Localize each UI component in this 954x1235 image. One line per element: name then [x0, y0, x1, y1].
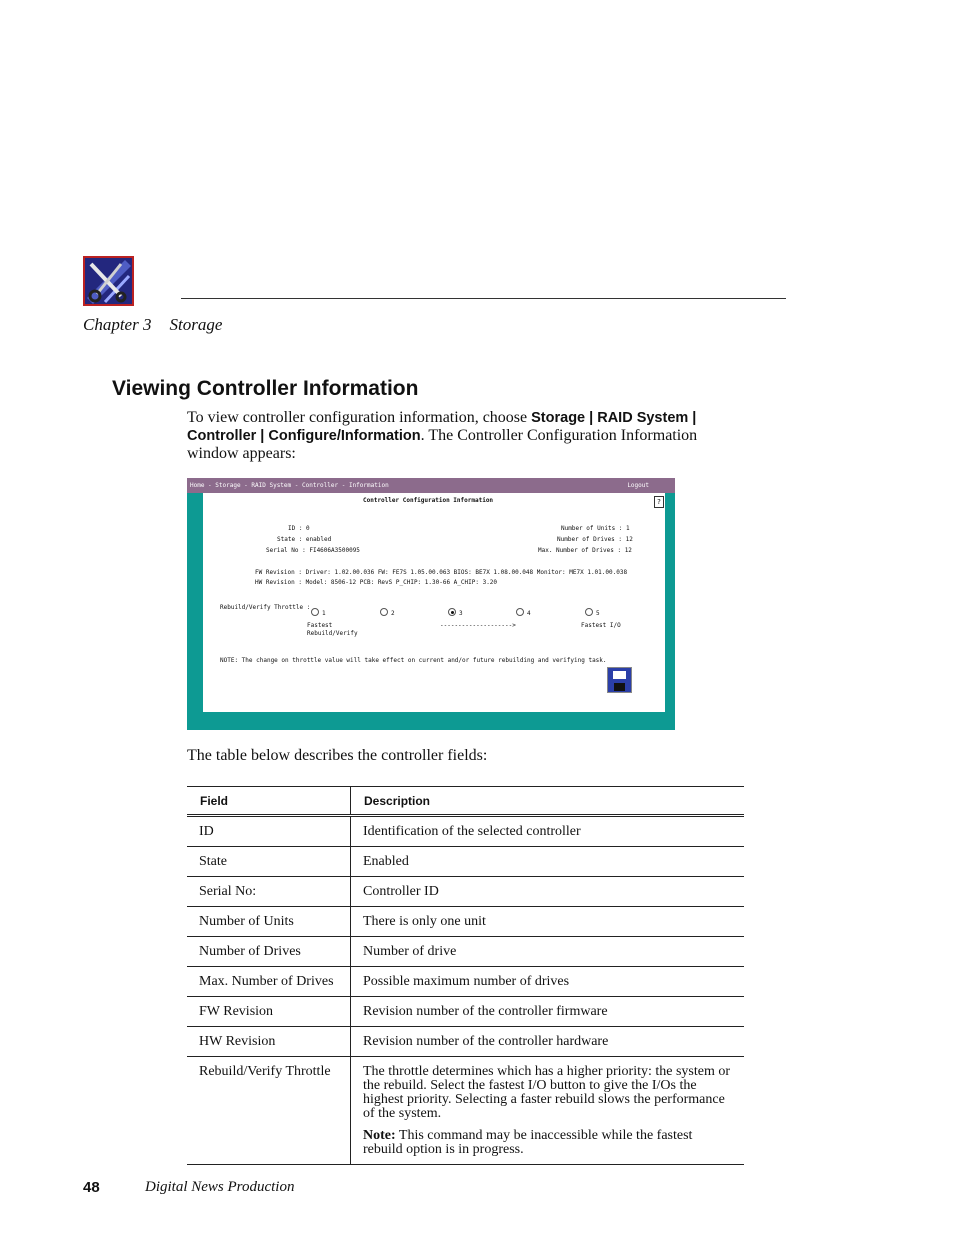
table-row: FW Revision Revision number of the controller firmware — [187, 997, 744, 1027]
state-value: State : enabled — [277, 536, 332, 543]
throttle-radio-5[interactable] — [585, 608, 593, 616]
throttle-radio-2[interactable] — [380, 608, 388, 616]
chapter-label: Chapter 3 — [83, 315, 152, 334]
column-header-field: Field — [187, 787, 351, 816]
controller-fields-table — [187, 786, 744, 1165]
throttle-radio-4[interactable] — [516, 608, 524, 616]
throttle-arrow: --------------------> — [440, 622, 516, 629]
controller-info-screenshot — [187, 478, 675, 730]
fastest-io-label: Fastest I/O — [581, 622, 621, 629]
drives-value: Number of Drives : 12 — [557, 536, 633, 543]
help-icon[interactable]: ? — [654, 496, 664, 508]
menu-path: Storage | RAID System | Controller | Configure/Information — [187, 410, 697, 444]
throttle-label: Rebuild/Verify Throttle : — [220, 604, 311, 611]
throttle-note-text: Note: This command may be inaccessible while the fastest rebuild option is in progress. — [363, 1128, 693, 1157]
table-row: ID Identification of the selected controller — [187, 816, 744, 847]
intro-paragraph: To view controller configuration information, choose Storage | RAID System | Controller | Configure/Information. The Controller Configuration Information window appears: — [187, 409, 698, 462]
throttle-radio-1[interactable] — [311, 608, 319, 616]
header-rule — [181, 298, 786, 299]
screenshot-panel: Controller Configuration Information ? ID : 0 State : enabled Serial No : FI4606A3500095 Number of Units : 1 Number of Drives : 12 Max. Number of Drives : 12 FW Revision : Driver: 1.02.00.036 FW: FE7S 1.05.00.063 BIOS: BE7X 1.08.00.048 Monitor: ME7X 1.01.00.038 HW Revision : Model: 8506-12 PCB: RevS P_CHIP: 1.30-66 A_CHIP: 3.20 Rebuild/Verify Throttle : 1 2 3 4 5 Fastest Rebuild/Verify --------------------> Fastest I/O NOTE: The change on throttle value will take effect on current and/or future rebuilding and verifying task. — [203, 493, 665, 712]
breadcrumb[interactable]: Home - Storage - RAID System - Controller - Information — [190, 482, 389, 489]
id-value: ID : 0 — [288, 525, 310, 532]
table-row: Number of Drives Number of drive — [187, 937, 744, 967]
table-row-throttle: Rebuild/Verify Throttle The throttle determines which has a higher priority: the system or the rebuild. Select the fastest I/O button to give the I/Os the highest priority. Selecting a faster rebuild slows the performance of the system. Note: This command may be inaccessible while the fastest rebuild option is in progress. — [187, 1057, 744, 1165]
product-logo — [83, 256, 134, 306]
save-disk-icon[interactable] — [607, 667, 632, 693]
throttle-note: NOTE: The change on throttle value will take effect on current and/or future rebuilding and verifying task. — [220, 657, 607, 664]
fastest-rebuild-label-1: Fastest — [307, 622, 333, 629]
section-label: Storage — [169, 315, 223, 334]
fw-revision-value: FW Revision : Driver: 1.02.00.036 FW: FE7S 1.05.00.063 BIOS: BE7X 1.08.00.048 Monitor: ME7X 1.01.00.038 — [255, 569, 628, 576]
throttle-description: The throttle determines which has a higher priority: the system or the rebuild. Select the fastest I/O button to give the I/Os the highest priority. Selecting a faster rebuild slows the performance of the system. — [363, 1064, 731, 1121]
logout-link[interactable]: Logout — [627, 482, 649, 489]
max-drives-value: Max. Number of Drives : 12 — [538, 547, 632, 554]
table-header-row — [187, 787, 744, 816]
running-header — [83, 315, 222, 335]
table-intro: The table below describes the controller fields: — [187, 747, 488, 764]
section-heading: Viewing Controller Information — [112, 377, 419, 400]
table-row: Serial No: Controller ID — [187, 877, 744, 907]
fastest-rebuild-label-2: Rebuild/Verify — [307, 630, 358, 637]
hw-revision-value: HW Revision : Model: 8506-12 PCB: RevS P_CHIP: 1.30-66 A_CHIP: 3.20 — [255, 579, 498, 586]
footer-title: Digital News Production — [145, 1179, 295, 1195]
table-row: State Enabled — [187, 847, 744, 877]
scissors-film-icon — [85, 258, 132, 304]
units-value: Number of Units : 1 — [561, 525, 630, 532]
screenshot-title: Controller Configuration Information — [363, 497, 494, 504]
column-header-description: Description — [351, 787, 745, 816]
throttle-radio-3[interactable] — [448, 608, 456, 616]
table-row: Number of Units There is only one unit — [187, 907, 744, 937]
screenshot-nav-bar — [187, 478, 675, 493]
table-row: HW Revision Revision number of the controller hardware — [187, 1027, 744, 1057]
table-row: Max. Number of Drives Possible maximum number of drives — [187, 967, 744, 997]
page-number: 48 — [83, 1179, 100, 1196]
serial-value: Serial No : FI4606A3500095 — [266, 547, 360, 554]
